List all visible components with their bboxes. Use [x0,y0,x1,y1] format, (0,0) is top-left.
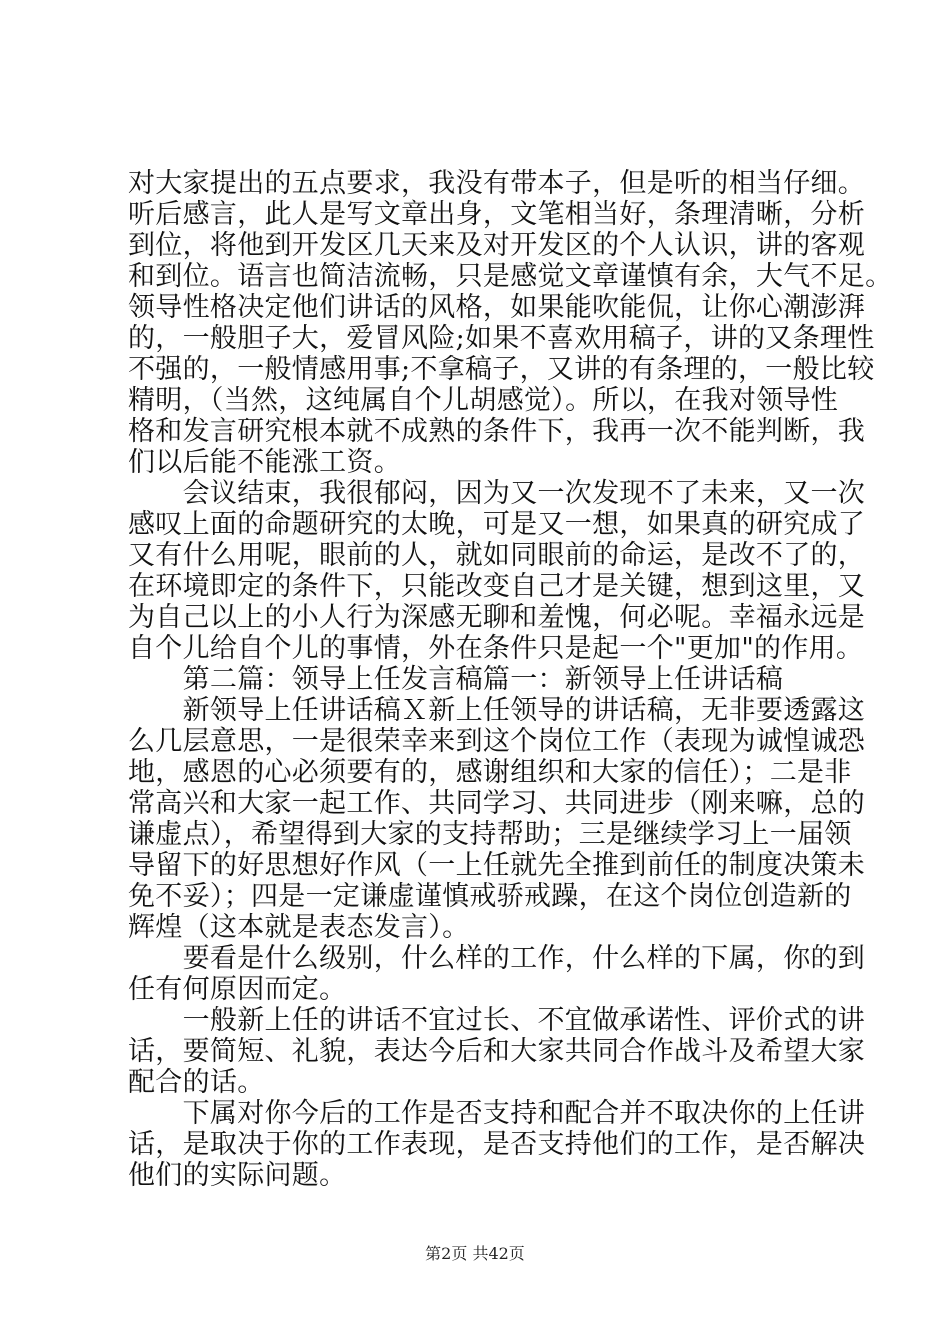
text-line: 导留下的好思想好作风（一上任就先全推到前任的制度决策未 [128,850,866,881]
text-line: 自个儿给自个儿的事情，外在条件只是起一个"更加"的作用。 [128,633,864,664]
text-line: 精明，（当然，这纯属自个儿胡感觉）。所以，在我对领导性 [128,385,839,416]
text-line: 要看是什么级别，什么样的工作，什么样的下属，你的到 [128,943,866,974]
text-line: 会议结束，我很郁闷，因为又一次发现不了未来，又一次 [128,478,866,509]
text-line: 任有何原因而定。 [128,974,347,1005]
page-number-label: 第2页 共42页 [425,1244,525,1263]
text-line: 到位，将他到开发区几天来及对开发区的个人认识，讲的客观 [128,230,866,261]
text-line: 话，是取决于你的工作表现，是否支持他们的工作，是否解决 [128,1129,866,1160]
section-heading: 第二篇：领导上任发言稿篇一：新领导上任讲话稿 [128,664,784,695]
text-line: 常高兴和大家一起工作、共同学习、共同进步（刚来嘛，总的 [128,788,866,819]
text-line: 他们的实际问题。 [128,1160,347,1191]
text-line: 么几层意思，一是很荣幸来到这个岗位工作（表现为诚惶诚恐 [128,726,866,757]
text-line: 领导性格决定他们讲话的风格，如果能吹能侃，让你心潮澎湃 [128,292,866,323]
body-text [128,168,893,1191]
text-line: 又有什么用呢，眼前的人，就如同眼前的命运，是改不了的， [128,540,866,571]
text-line: 话，要简短、礼貌，表达今后和大家共同合作战斗及希望大家 [128,1036,866,1067]
text-line: 一般新上任的讲话不宜过长、不宜做承诺性、评价式的讲 [128,1005,866,1036]
text-line: 谦虚点），希望得到大家的支持帮助；三是继续学习上一届领 [128,819,852,850]
text-line: 新领导上任讲话稿Ｘ新上任领导的讲话稿，无非要透露这 [128,695,866,726]
text-line: 们以后能不能涨工资。 [128,447,401,478]
text-line: 免不妥）；四是一定谦虚谨慎戒骄戒躁，在这个岗位创造新的 [128,881,852,912]
text-line: 感叹上面的命题研究的太晚，可是又一想，如果真的研究成了 [128,509,866,540]
text-line: 下属对你今后的工作是否支持和配合并不取决你的上任讲 [128,1098,866,1129]
text-line: 在环境即定的条件下，只能改变自己才是关键，想到这里，又 [128,571,866,602]
text-line: 地，感恩的心必须要有的，感谢组织和大家的信任）；二是非 [128,757,852,788]
text-line: 对大家提出的五点要求，我没有带本子，但是听的相当仔细。 [128,168,866,199]
page-footer [0,1244,950,1264]
text-line: 听后感言，此人是写文章出身，文笔相当好，条理清晰，分析 [128,199,866,230]
text-line: 和到位。语言也简洁流畅，只是感觉文章谨慎有余，大气不足。 [128,261,893,292]
text-line: 不强的，一般情感用事;不拿稿子，又讲的有条理的，一般比较 [128,354,875,385]
text-line: 格和发言研究根本就不成熟的条件下，我再一次不能判断，我 [128,416,866,447]
text-line: 为自己以上的小人行为深感无聊和羞愧，何必呢。幸福永远是 [128,602,866,633]
text-line: 辉煌（这本就是表态发言）。 [128,912,470,943]
text-line: 配合的话。 [128,1067,265,1098]
text-line: 的，一般胆子大，爱冒风险;如果不喜欢用稿子，讲的又条理性 [128,323,875,354]
